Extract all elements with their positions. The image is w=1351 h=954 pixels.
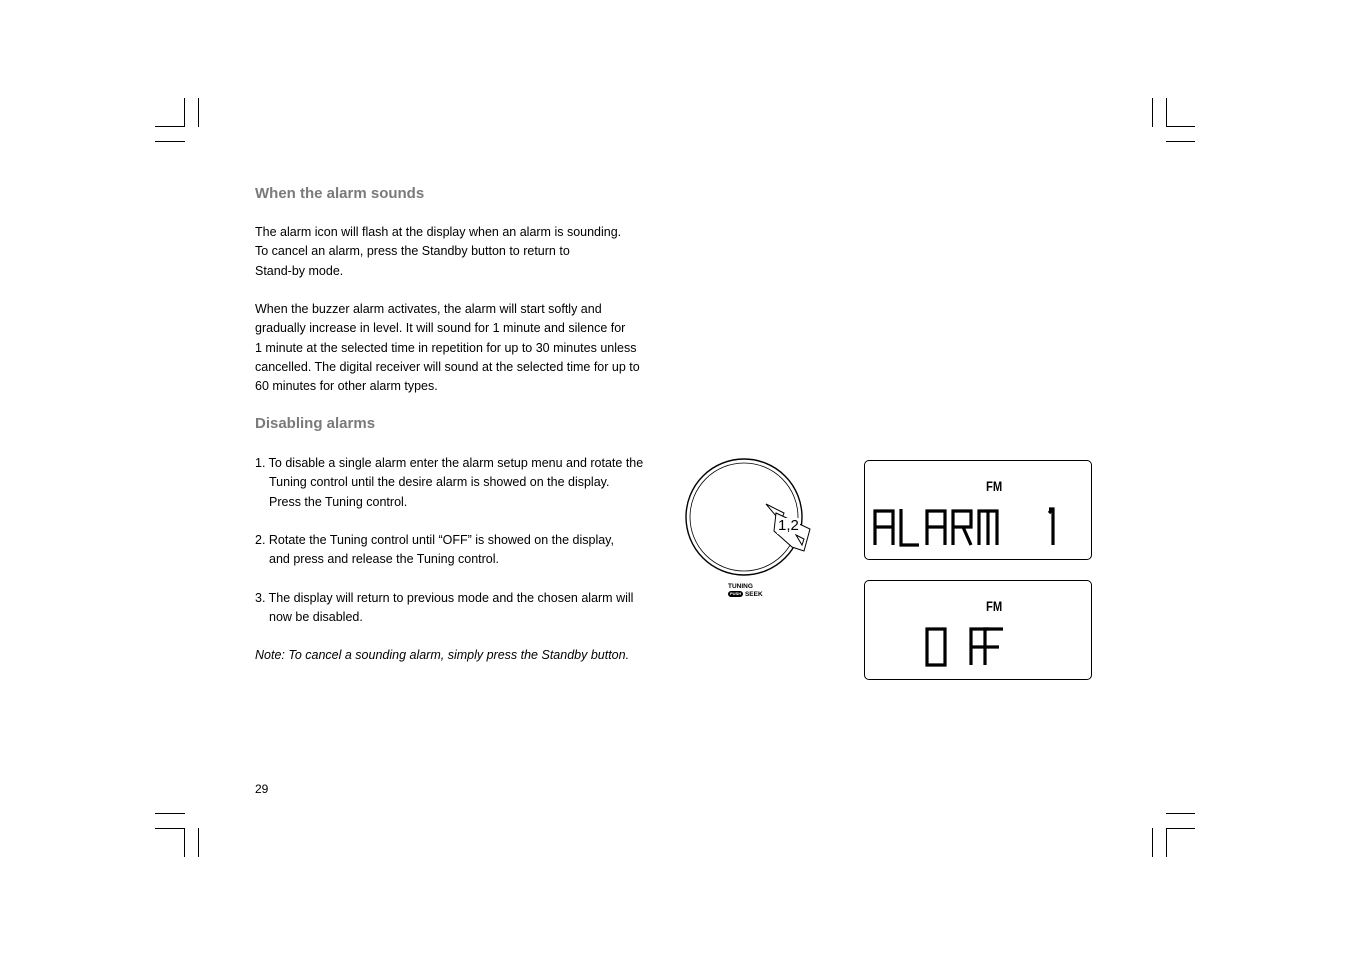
lcd-band-fm: FM <box>986 598 1003 614</box>
lcd-display-alarm <box>864 460 1092 560</box>
text-line: 1 minute at the selected time in repetition for up to 30 minutes unless <box>255 340 637 355</box>
lcd-band-fm: FM <box>986 478 1003 494</box>
text-line: 1. To disable a single alarm enter the alarm setup menu and rotate the <box>255 456 644 470</box>
step-3 <box>255 589 675 628</box>
text-line: now be disabled. <box>269 610 363 625</box>
section-heading-alarm-sounds: When the alarm sounds <box>255 185 425 202</box>
text-line: 60 minutes for other alarm types. <box>255 379 438 394</box>
push-badge: PUSH <box>730 590 742 596</box>
tuning-knob-illustration <box>684 457 814 607</box>
tuning-text: TUNING <box>728 583 753 590</box>
lcd-display-off <box>864 580 1092 680</box>
tuning-label <box>728 583 763 598</box>
text-line: Press the Tuning control. <box>269 494 408 509</box>
lcd-text <box>865 461 1093 561</box>
text-line: gradually increase in level. It will sound for 1 minute and silence for <box>255 321 626 336</box>
text-line: To cancel an alarm, press the Standby button to return to <box>255 244 570 259</box>
crop-mark <box>1166 141 1195 142</box>
text-line: Tuning control until the desire alarm is showed on the display. <box>269 475 610 490</box>
crop-mark <box>1166 828 1195 829</box>
paragraph-buzzer-alarm <box>255 300 675 396</box>
crop-mark <box>1152 828 1153 857</box>
step-2 <box>255 531 675 570</box>
crop-mark <box>198 828 199 857</box>
crop-mark <box>1166 126 1195 127</box>
note <box>255 646 675 665</box>
text-line: When the buzzer alarm activates, the alarm will start softly and <box>255 302 602 316</box>
text-line: and press and release the Tuning control. <box>269 552 500 567</box>
lcd-text <box>865 581 1093 681</box>
crop-mark <box>1166 813 1195 814</box>
crop-mark <box>155 126 185 127</box>
crop-mark <box>184 828 185 857</box>
crop-mark <box>1166 98 1167 127</box>
text-line: Stand-by mode. <box>255 263 344 278</box>
note-text: Note: To cancel a sounding alarm, simply press the Standby button. <box>255 648 630 662</box>
crop-mark <box>198 98 199 127</box>
page-number: 29 <box>255 782 269 796</box>
step-number-label: 1,2 <box>778 517 799 534</box>
crop-mark <box>184 98 185 127</box>
crop-mark <box>155 813 185 814</box>
paragraph-alarm-icon <box>255 223 675 281</box>
section-heading-disabling-alarms: Disabling alarms <box>255 415 376 432</box>
text-line: cancelled. The digital receiver will sound at the selected time for up to <box>255 359 640 374</box>
seek-text: SEEK <box>744 590 763 598</box>
text-line: The alarm icon will flash at the display when an alarm is sounding. <box>255 225 622 239</box>
crop-mark <box>155 141 185 142</box>
crop-mark <box>155 828 185 829</box>
crop-mark <box>1152 98 1153 127</box>
crop-mark <box>1166 828 1167 857</box>
step-1 <box>255 454 675 512</box>
text-line: 2. Rotate the Tuning control until “OFF” is showed on the display, <box>255 533 614 547</box>
text-line: 3. The display will return to previous mode and the chosen alarm will <box>255 591 634 605</box>
